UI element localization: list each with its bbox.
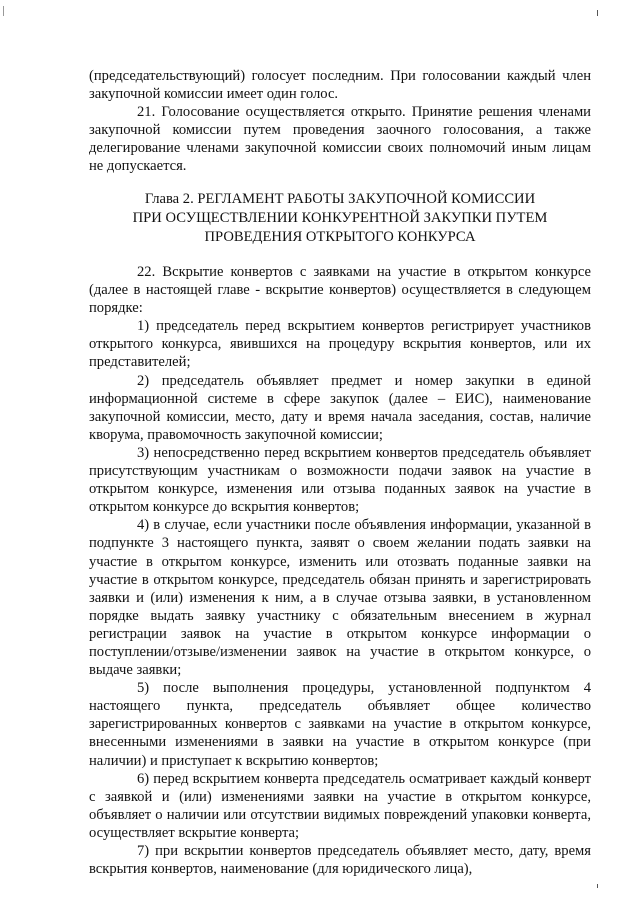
list-item-7: 7) при вскрытии конвертов председатель объявляет место, дату, время вскрытия конвертов, наименование (для юридического лица), bbox=[89, 843, 591, 878]
scan-artifact-top bbox=[597, 10, 598, 16]
chapter-heading-line-1: Глава 2. РЕГЛАМЕНТ РАБОТЫ ЗАКУПОЧНОЙ КОМИССИИ bbox=[144, 191, 536, 207]
paragraph-21: 21. Голосование осуществляется открыто. Принятие решения членами закупочной комиссии путем проведения заочного голосования, а также делегирование членами закупочной комиссии своих полномочий иным лицам не допускается. bbox=[89, 104, 591, 175]
paragraph-continuation: (председательствующий) голосует последним. При голосовании каждый член закупочной комиссии имеет один голос. bbox=[89, 68, 591, 103]
list-item-2: 2) председатель объявляет предмет и номер закупки в единой информационной системе в сфере закупок (далее – ЕИС), наименование закупочной комиссии, место, дату и время начала заседания, состав, наличие кворума, правомочность закупочной комиссии; bbox=[89, 372, 591, 443]
top-text-block bbox=[89, 67, 591, 176]
scan-artifact-left bbox=[3, 6, 4, 16]
chapter-heading-line-3: ПРОВЕДЕНИЯ ОТКРЫТОГО КОНКУРСА bbox=[204, 229, 476, 245]
list-item-4: 4) в случае, если участники после объявления информации, указанной в подпункте 3 настоящего пункта, заявят о своем желании подать заявки на участие в открытом конкурсе, изменить или отозвать поданные заявки на участие в открытом конкурсе, председатель обязан принять и зарегистрировать заявки и (или) изменения к ним, а в случае отзыва заявки, в установленном порядке выдать заявку участнику с обязательным внесением в журнал регистрации заявок на участие в открытом конкурсе информации о поступлении/отзыве/изменении заявок на участие в открытом конкурсе, о выдаче заявки; bbox=[89, 517, 591, 679]
chapter-heading-line-2: ПРИ ОСУЩЕСТВЛЕНИИ КОНКУРЕНТНОЙ ЗАКУПКИ ПУТЕМ bbox=[132, 210, 548, 226]
list-item-5: 5) после выполнения процедуры, установленной подпунктом 4 настоящего пункта, председатель объявляет общее количество зарегистрированных конвертов с заявками на участие в открытом конкурсе, внесенными изменениями в заявки на участие в открытом конкурсе (при наличии) и приступает к вскрытию конвертов; bbox=[89, 680, 591, 769]
paragraph-22: 22. Вскрытие конвертов с заявками на участие в открытом конкурсе (далее в настоящей главе - вскрытие конвертов) осуществляется в следующем порядке: bbox=[89, 264, 591, 317]
chapter-heading bbox=[89, 190, 591, 247]
list-item-6: 6) перед вскрытием конверта председатель осматривает каждый конверт с заявкой и (или) изменениями заявки на участие в открытом конкурсе, объявляет о наличии или отсутствии видимых повреждений упаковки конверта, осуществляет вскрытие конверта; bbox=[89, 770, 591, 841]
list-item-1: 1) председатель перед вскрытием конвертов регистрирует участников открытого конкурса, явившихся на процедуру вскрытия конвертов, или их представителей; bbox=[89, 318, 591, 371]
list-item-3: 3) непосредственно перед вскрытием конвертов председатель объявляет присутствующим участникам о возможности подачи заявок на участие в открытом конкурсе, изменения или отзыва поданных заявок на участие в открытом конкурсе до вскрытия конвертов; bbox=[89, 444, 591, 516]
scan-artifact-bottom bbox=[597, 884, 598, 888]
body-text-block bbox=[89, 263, 591, 878]
